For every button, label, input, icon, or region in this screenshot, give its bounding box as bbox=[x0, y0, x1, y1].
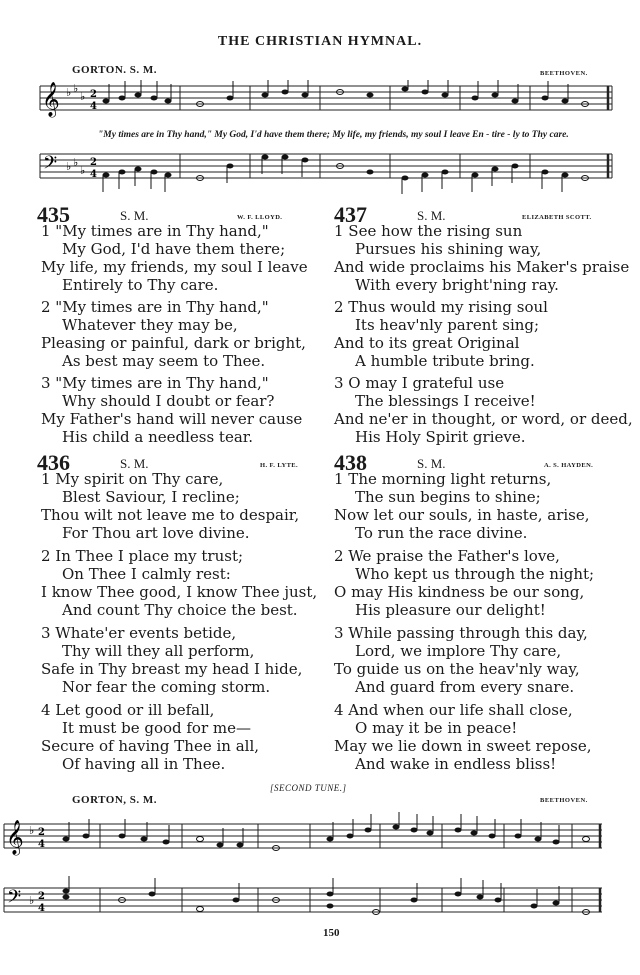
second-bass-staff bbox=[4, 874, 604, 934]
verse-line: Pursues his shining way, bbox=[355, 240, 542, 258]
verse-line: 1 See how the rising sun bbox=[334, 222, 523, 240]
verse-line: And guard from every snare. bbox=[355, 678, 575, 696]
svg-text:𝄢: 𝄢 bbox=[7, 887, 22, 912]
verse-line: 2 In Thee I place my trust; bbox=[41, 547, 244, 565]
verse-line: Secure of having Thee in all, bbox=[41, 737, 260, 755]
verse-line: Whatever they may be, bbox=[62, 316, 238, 334]
hymn-meter: S. M. bbox=[120, 208, 149, 223]
svg-text:2: 2 bbox=[38, 891, 45, 902]
top-treble-staff bbox=[40, 80, 615, 130]
hymn-437-verse-2 bbox=[334, 298, 548, 370]
top-tune-composer: BEETHOVEN. bbox=[540, 70, 588, 77]
hymn-438-verse-4 bbox=[334, 701, 592, 773]
verse-line: With every bright'ning ray. bbox=[355, 276, 559, 294]
verse-line: And count Thy choice the best. bbox=[62, 601, 298, 619]
verse-line: 2 We praise the Father's love, bbox=[334, 547, 560, 565]
svg-text:♭: ♭ bbox=[66, 160, 72, 173]
verse-line: 3 O may I grateful use bbox=[334, 374, 505, 392]
hymn-436-verse-1 bbox=[41, 470, 299, 542]
svg-text:♭: ♭ bbox=[73, 82, 79, 95]
verse-line: Now let our souls, in haste, arise, bbox=[334, 506, 590, 524]
verse-line: And to its great Original bbox=[334, 334, 520, 352]
verse-line: 2 "My times are in Thy hand," bbox=[41, 298, 269, 316]
verse-line: The sun begins to shine; bbox=[355, 488, 541, 506]
verse-line: Safe in Thy breast my head I hide, bbox=[41, 660, 303, 678]
verse-line: Lord, we implore Thy care, bbox=[355, 642, 562, 660]
verse-line: 2 Thus would my rising soul bbox=[334, 298, 548, 316]
hymn-438-verse-1 bbox=[334, 470, 590, 542]
svg-text:♭: ♭ bbox=[29, 894, 35, 907]
top-tune-underlay: "My times are in Thy hand," My God, I'd have them there; My life, my friends, my soul I leave En - tire - ly to Thy care. bbox=[98, 130, 569, 140]
verse-line: Pleasing or painful, dark or bright, bbox=[41, 334, 306, 352]
hymn-437-verse-3 bbox=[334, 374, 633, 446]
hymn-number: 436 bbox=[37, 450, 70, 475]
hymn-436-verse-3 bbox=[41, 624, 302, 696]
svg-text:4: 4 bbox=[38, 839, 45, 850]
verse-line: For Thou art love divine. bbox=[62, 524, 250, 542]
page-number: 150 bbox=[323, 927, 340, 939]
verse-line: 3 While passing through this day, bbox=[334, 624, 588, 642]
verse-line: A humble tribute bring. bbox=[355, 352, 535, 370]
svg-text:2: 2 bbox=[38, 827, 45, 838]
svg-text:𝄞: 𝄞 bbox=[42, 82, 60, 117]
svg-text:♭: ♭ bbox=[29, 824, 35, 837]
svg-text:2: 2 bbox=[90, 89, 97, 100]
verse-line: On Thee I calmly rest: bbox=[62, 565, 231, 583]
verse-line: Why should I doubt or fear? bbox=[62, 392, 275, 410]
verse-line: O may His kindness be our song, bbox=[334, 583, 585, 601]
hymn-436-verse-4 bbox=[41, 701, 259, 773]
top-tune-name: GORTON. S. M. bbox=[72, 64, 158, 76]
hymn-number: 435 bbox=[37, 202, 70, 227]
hymn-author: ELIZABETH SCOTT. bbox=[522, 214, 592, 221]
verse-line: The blessings I receive! bbox=[355, 392, 536, 410]
verse-line: To guide us on the heav'nly way, bbox=[334, 660, 580, 678]
hymn-meter: S. M. bbox=[417, 208, 446, 223]
verse-line: My life, my friends, my soul I leave bbox=[41, 258, 308, 276]
verse-line: My Father's hand will never cause bbox=[41, 410, 303, 428]
verse-line: And wide proclaims his Maker's praise bbox=[334, 258, 630, 276]
svg-text:♭: ♭ bbox=[80, 164, 86, 177]
svg-text:♭: ♭ bbox=[80, 90, 86, 103]
page-header: THE CHRISTIAN HYMNAL. bbox=[217, 34, 423, 49]
verse-line: 3 Whate'er events betide, bbox=[41, 624, 237, 642]
verse-line: Its heav'nly parent sing; bbox=[355, 316, 540, 334]
hymn-number: 437 bbox=[334, 202, 367, 227]
second-tune-composer: BEETHOVEN. bbox=[540, 797, 588, 804]
hymn-435-verse-3 bbox=[41, 374, 302, 446]
verse-line: It must be good for me— bbox=[62, 719, 252, 737]
top-bass-staff bbox=[40, 148, 615, 196]
hymn-meter: S. M. bbox=[417, 456, 446, 471]
svg-text:𝄢: 𝄢 bbox=[43, 153, 58, 178]
verse-line: Thou wilt not leave me to despair, bbox=[41, 506, 300, 524]
svg-text:𝄞: 𝄞 bbox=[6, 820, 24, 855]
verse-line: 1 "My times are in Thy hand," bbox=[41, 222, 269, 240]
verse-line: And wake in endless bliss! bbox=[355, 755, 557, 773]
verse-line: His pleasure our delight! bbox=[355, 601, 546, 619]
verse-line: 3 "My times are in Thy hand," bbox=[41, 374, 269, 392]
hymn-number: 438 bbox=[334, 450, 367, 475]
hymn-437-verse-1 bbox=[334, 222, 629, 294]
hymn-435-verse-1 bbox=[41, 222, 308, 294]
verse-line: Entirely to Thy care. bbox=[62, 276, 219, 294]
verse-line: Who kept us through the night; bbox=[355, 565, 595, 583]
verse-line: To run the race divine. bbox=[355, 524, 528, 542]
second-tune-name: GORTON, S. M. bbox=[72, 794, 158, 806]
verse-line: 1 The morning light returns, bbox=[334, 470, 552, 488]
svg-text:4: 4 bbox=[90, 101, 97, 112]
hymn-meter: S. M. bbox=[120, 456, 149, 471]
svg-text:4: 4 bbox=[90, 169, 97, 180]
verse-line: O may it be in peace! bbox=[355, 719, 518, 737]
verse-line: As best may seem to Thee. bbox=[62, 352, 266, 370]
hymn-438-verse-2 bbox=[334, 547, 594, 619]
svg-text:4: 4 bbox=[38, 903, 45, 914]
second-treble-staff bbox=[4, 810, 604, 870]
verse-line: 4 And when our life shall close, bbox=[334, 701, 573, 719]
verse-line: My God, I'd have them there; bbox=[62, 240, 286, 258]
second-tune-label: [SECOND TUNE.] bbox=[270, 783, 347, 793]
verse-line: Nor fear the coming storm. bbox=[62, 678, 271, 696]
verse-line: Thy will they all perform, bbox=[62, 642, 255, 660]
hymn-author: W. F. LLOYD. bbox=[237, 214, 283, 221]
hymn-author: H. F. LYTE. bbox=[260, 462, 299, 469]
verse-line: And ne'er in thought, or word, or deed, bbox=[334, 410, 633, 428]
hymn-435-verse-2 bbox=[41, 298, 306, 370]
verse-line: His Holy Spirit grieve. bbox=[355, 428, 526, 446]
hymn-436-verse-2 bbox=[41, 547, 317, 619]
verse-line: His child a needless tear. bbox=[62, 428, 254, 446]
svg-text:2: 2 bbox=[90, 157, 97, 168]
verse-line: Blest Saviour, I recline; bbox=[62, 488, 240, 506]
hymn-438-verse-3 bbox=[334, 624, 588, 696]
verse-line: May we lie down in sweet repose, bbox=[334, 737, 592, 755]
verse-line: I know Thee good, I know Thee just, bbox=[41, 583, 318, 601]
hymn-author: A. S. HAYDEN. bbox=[544, 462, 594, 469]
verse-line: 1 My spirit on Thy care, bbox=[41, 470, 224, 488]
verse-line: 4 Let good or ill befall, bbox=[41, 701, 215, 719]
verse-line: Of having all in Thee. bbox=[62, 755, 226, 773]
svg-text:♭: ♭ bbox=[66, 86, 72, 99]
svg-text:♭: ♭ bbox=[73, 156, 79, 169]
